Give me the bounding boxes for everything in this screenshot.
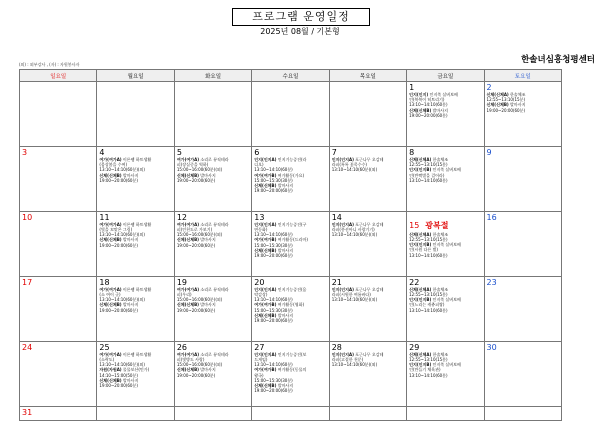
program-category: 신체(신체A) [409, 286, 432, 292]
day-number: 28 [331, 342, 342, 352]
calendar-day-cell [97, 146, 174, 211]
program-title: 발마사지 [121, 237, 139, 243]
program-category: 여가(여가A) [176, 221, 200, 227]
calendar-day-cell [329, 211, 406, 276]
program-category: 신체(신체B) [176, 237, 200, 243]
program-category: 신체(신체B) [254, 382, 277, 388]
program-detail: 13:10~14:10(60분)(외) [99, 362, 145, 368]
calendar-day-cell [174, 146, 251, 211]
program-title: 인지쑥 실버보배 [431, 297, 461, 303]
program-title: 소리로 뮤직테라 [199, 221, 229, 227]
program-detail: 라피(풍선아니 사랑기기) [331, 227, 375, 233]
program-category: 여가(여가A) [99, 351, 122, 357]
program-category: 여가(여가A) [176, 286, 200, 292]
day-number: 6 [254, 147, 260, 157]
program-category: 신체(신체A) [486, 92, 509, 97]
program-category: 신체(신체B) [99, 302, 122, 308]
legend-note: (외) : 외부강사 , (자) : 자원봉사자 [19, 62, 80, 67]
calendar-day-cell [407, 211, 484, 276]
program-detail: 15:00~15:30(30분) [254, 307, 293, 313]
calendar-day-cell [97, 276, 174, 341]
program-detail: 15:00~15:30(30분) [254, 177, 293, 183]
program-title: 한솔체조 [431, 286, 449, 292]
calendar-day-cell [329, 341, 406, 406]
program-detail: 15:00~16:00(60분)(외) [176, 232, 223, 238]
calendar-day-cell [174, 406, 251, 420]
program-detail: 라피(고결한 천문) [331, 356, 364, 362]
program-detail: 13:10~14:10(60분)(외) [99, 232, 145, 238]
calendar-day-cell [174, 82, 251, 147]
program-detail: 피(우리) [176, 292, 192, 298]
program-title: 발마사지 [199, 237, 216, 243]
weekday-header: 화요일 [174, 70, 251, 82]
day-number: 12 [176, 212, 188, 222]
program-title: 인지쑥 실버보배 [428, 92, 458, 97]
calendar-week-row [20, 146, 562, 211]
program-detail: 13:10~14:10(60분) [254, 362, 293, 368]
program-category: 인지(인지B) [409, 297, 432, 303]
program-detail: 13:10~14:10(60분)(외) [331, 297, 378, 303]
program-detail: 13:10~14:10(60분) [409, 252, 448, 258]
calendar-day-cell [174, 341, 251, 406]
day-number: 21 [331, 277, 342, 287]
day-number: 15 [409, 220, 420, 230]
calendar-day-cell [252, 82, 329, 147]
day-number: 20 [254, 277, 265, 287]
day-number: 17 [22, 277, 33, 287]
program-category: 신체(신체B) [99, 377, 122, 383]
program-detail: 14:10~15:00(50분) [99, 372, 138, 378]
program-title: 물물보산(민가) [121, 367, 150, 373]
calendar-day-cell [20, 341, 97, 406]
program-detail: 15:00~16:00(60분)(외) [176, 297, 223, 303]
program-title: 포근나무 오감테 [353, 221, 384, 227]
program-detail: 19:00~20:00(60분) [176, 177, 216, 183]
calendar-day-cell [407, 146, 484, 211]
program-title: 여가활동(동물의 [276, 367, 307, 373]
program-category: 여가(여가B) [254, 237, 277, 243]
program-detail: 13:10~14:10(60분)(외) [99, 297, 145, 303]
program-detail: 인(느리는 캐츄피쌍) [409, 302, 445, 308]
program-title: 이론쌤 하트생활 [121, 221, 152, 227]
program-detail: 15:00~16:00(60분)(외) [176, 167, 223, 173]
program-title: 여가활동(드라마) [276, 237, 308, 243]
program-detail: 13:10~14:10(60분) [409, 102, 448, 108]
day-number: 18 [99, 277, 110, 287]
program-detail: 19:00~20:00(60분) [254, 318, 293, 324]
program-detail: 19:00~20:00(60분) [99, 382, 138, 388]
calendar-day-cell [174, 211, 251, 276]
program-detail: 악감상) [254, 292, 268, 298]
program-category: 신체(신체B) [176, 302, 200, 308]
day-number: 26 [176, 342, 188, 352]
program-detail: 13:10~14:10(60분) [409, 372, 448, 378]
program-detail: 드게임) [254, 356, 268, 362]
program-category: 신체(신체B) [99, 237, 122, 243]
program-category: 인지(인지B) [409, 167, 432, 173]
calendar-day-cell [97, 211, 174, 276]
program-title: 소리로 뮤직테라 [199, 156, 229, 162]
program-title: 인지쑥 실버보배 [431, 362, 461, 368]
program-category: 여가(여가A) [99, 286, 122, 292]
program-title: 포근나무 오감테 [353, 286, 384, 292]
weekday-header: 금요일 [407, 70, 484, 82]
day-number: 27 [254, 342, 265, 352]
weekday-header: 월요일 [97, 70, 174, 82]
calendar-day-cell [484, 211, 561, 276]
weekday-header: 목요일 [329, 70, 406, 82]
program-detail: 19:00~20:00(60분) [486, 107, 526, 113]
program-title: 발마사지 [199, 302, 216, 308]
program-title: 인지기능증진(보 [276, 351, 307, 357]
calendar-day-cell [252, 146, 329, 211]
day-number: 24 [22, 342, 33, 352]
program-detail: 19:00~20:00(60분) [176, 372, 216, 378]
program-title: 발마사지 [121, 377, 139, 383]
day-number: 1 [409, 83, 415, 92]
program-title: 여가활동(영화) [276, 302, 305, 308]
calendar-day-cell [329, 82, 406, 147]
weekday-header: 토요일 [484, 70, 561, 82]
calendar-day-cell [407, 341, 484, 406]
program-category: 여가(여가A) [176, 156, 200, 162]
day-number: 5 [176, 147, 182, 157]
holiday-label: 광복절 [425, 220, 449, 230]
program-category: 여가(여가B) [254, 367, 277, 373]
program-detail: 15:00~16:00(60분)(외) [176, 362, 223, 368]
program-title: 이론쌤 하트생활 [121, 156, 152, 162]
program-detail: (소 여이 굿) [99, 292, 121, 298]
page-subtitle: 2025년 08월 / 기본형 [260, 27, 340, 36]
program-detail: 19:00~20:00(60분) [99, 307, 138, 313]
program-detail: 13:10~14:10(60분) [254, 167, 293, 173]
program-detail: 15:00~15:30(30분) [254, 377, 293, 383]
calendar-week-row [20, 341, 562, 406]
program-title: 인지쑥 실버보배 [431, 167, 461, 173]
calendar-day-cell [20, 211, 97, 276]
program-title: 인지기능증진(라 [276, 156, 307, 162]
program-category: 여가(여가B) [254, 172, 277, 178]
day-number: 4 [99, 147, 105, 157]
program-detail: 13:10~14:10(60분)(외) [331, 362, 378, 368]
program-title: 발마사지 [121, 302, 139, 308]
program-title: 발마사지 [199, 367, 216, 373]
calendar-day-cell [484, 146, 561, 211]
program-detail: 12:55~13:10(15분) [486, 97, 526, 103]
program-detail: 인(반짝별을 걸어라) [409, 172, 445, 178]
calendar-day-cell [407, 276, 484, 341]
day-number: 13 [254, 212, 265, 222]
calendar-day-cell [329, 276, 406, 341]
program-title: 한솔체조 [508, 92, 526, 97]
weekday-header-row [20, 70, 562, 82]
program-detail: 12:55~13:10(15분) [409, 237, 448, 243]
program-title: 인지기능증진(구 [276, 221, 307, 227]
day-number: 8 [409, 147, 415, 157]
day-number: 31 [22, 407, 33, 417]
program-detail: 13:10~14:10(60분) [409, 177, 448, 183]
program-detail: 인(북북이 히트리기) [409, 97, 445, 103]
calendar-week-row [20, 276, 562, 341]
program-detail: 19:00~20:00(60분) [409, 112, 448, 118]
program-detail: (빛을 꼬맞은 그림) [99, 227, 133, 233]
program-category: 신체(신체A) [409, 351, 432, 357]
calendar-day-cell [97, 406, 174, 420]
program-category: 인지(인지A) [254, 156, 277, 162]
day-number: 10 [22, 212, 33, 222]
program-category: 여가(여가A) [176, 351, 200, 357]
program-category: 인지(인지) [409, 92, 429, 97]
calendar-table [19, 69, 562, 421]
program-detail: (소락도) [99, 356, 115, 362]
program-detail: 인(만들기 체육관) [409, 367, 441, 373]
weekday-header: 일요일 [20, 70, 97, 82]
program-title: 포근나무 오감테 [353, 351, 384, 357]
program-detail: 12:55~13:10(15분) [409, 292, 448, 298]
program-detail: 인(시원 다른 별) [409, 247, 438, 253]
program-detail: 13:10~14:10(60분)(외) [331, 232, 378, 238]
program-detail: 15:00~15:30(30분) [254, 242, 293, 248]
program-category: 신체(신체B) [254, 247, 277, 253]
program-detail: 디오) [254, 162, 264, 168]
calendar-day-cell [484, 82, 561, 147]
program-category: 인지(인지A) [254, 351, 277, 357]
program-title: 발마사지 [431, 107, 449, 113]
weekday-header: 수요일 [252, 70, 329, 82]
program-category: 신체(신체B) [486, 102, 509, 108]
program-category: 신체(신체A) [409, 231, 432, 237]
program-category: 인지(인지A) [254, 286, 277, 292]
program-detail: 13:10~14:10(60분) [254, 232, 293, 238]
program-category: 자원(자원A) [99, 367, 122, 373]
program-detail: 19:00~20:00(60분) [99, 177, 138, 183]
program-detail: (몸상봄을 수여) [99, 162, 127, 168]
program-detail: 19:00~20:00(60분) [254, 188, 293, 194]
program-category: 신체(신체B) [254, 312, 277, 318]
program-detail: 19:00~20:00(60분) [176, 242, 216, 248]
program-category: 신체(신체B) [176, 367, 200, 373]
program-category: 신체(신체B) [99, 172, 122, 178]
day-number: 23 [486, 277, 497, 287]
calendar-week-row [20, 406, 562, 420]
program-detail: 12:55~13:10(15분) [409, 162, 448, 168]
program-category: 신체(신체A) [409, 156, 432, 162]
program-category: 인지(인지A) [331, 351, 354, 357]
day-number: 29 [409, 342, 420, 352]
program-category: 여가(여가A) [99, 156, 122, 162]
calendar-day-cell [484, 276, 561, 341]
program-title: 인지기능증진(음 [276, 286, 307, 292]
program-category: 여가(여가A) [99, 221, 122, 227]
program-detail: 13:10~14:10(60분) [409, 307, 448, 313]
program-detail: 19:00~20:00(60분) [99, 242, 138, 248]
calendar-day-cell [20, 276, 97, 341]
day-number: 11 [99, 212, 110, 222]
program-title: 한솔체조 [431, 351, 449, 357]
program-title: 이론쌤 하트생활 [121, 286, 152, 292]
calendar-day-cell [484, 341, 561, 406]
day-number: 9 [486, 147, 492, 157]
program-title: 발마사지 [199, 172, 216, 178]
calendar-day-cell [329, 406, 406, 420]
program-title: 소리로 뮤직테라 [199, 286, 229, 292]
program-title: 소리로 뮤직테라 [199, 351, 229, 357]
program-title: 한솔체조 [431, 231, 449, 237]
program-detail: 피(장실중을 역하) [176, 162, 209, 168]
program-title: 발마사지 [121, 172, 139, 178]
program-category: 신체(신체B) [409, 107, 432, 113]
calendar-day-cell [97, 341, 174, 406]
calendar-day-cell [252, 211, 329, 276]
page-title: 프로그램 운영일정 [232, 8, 370, 26]
program-detail: 19:00~20:00(60분) [254, 388, 293, 394]
program-category: 인지(인지A) [254, 221, 277, 227]
program-detail: 라피(시원한 여름바다) [331, 292, 371, 298]
calendar-day-cell [20, 82, 97, 147]
calendar-day-cell [252, 406, 329, 420]
program-title: 발마사지 [276, 247, 294, 253]
program-title: 포근나무 오감테 [353, 156, 384, 162]
program-title: 인지쑥 실버보배 [431, 242, 461, 248]
calendar-week-row [20, 82, 562, 147]
day-number: 30 [486, 342, 497, 352]
day-number: 19 [176, 277, 188, 287]
program-category: 신체(신체B) [176, 172, 200, 178]
program-detail: 왕국) [254, 372, 264, 378]
program-category: 인지(인지A) [331, 221, 354, 227]
program-detail: 라피(톡톡 꽃목수수) [331, 162, 367, 168]
day-number: 14 [331, 212, 342, 222]
day-number: 16 [486, 212, 497, 222]
program-title: 한솔체조 [431, 156, 449, 162]
program-category: 인지(인지A) [331, 286, 354, 292]
calendar-day-cell [407, 82, 484, 147]
program-detail: 피(빛방도 사랑) [176, 356, 205, 362]
center-name: 한솔녀심흥청평센터 [521, 55, 595, 65]
calendar-day-cell [329, 146, 406, 211]
program-detail: 연동화) [254, 227, 268, 233]
calendar-day-cell [97, 82, 174, 147]
calendar-day-cell [407, 406, 484, 420]
day-number: 3 [22, 147, 28, 157]
program-detail: 13:10~14:10(60분)(외) [331, 167, 378, 173]
program-detail: 13:10~14:10(60분)(외) [99, 167, 145, 173]
program-detail: 12:55~13:10(15분) [409, 356, 448, 362]
program-detail: 19:00~20:00(60분) [254, 253, 293, 259]
program-category: 여가(여가B) [254, 302, 277, 308]
program-title: 발마사지 [508, 102, 526, 108]
program-detail: 피(인천도로 가보기) [176, 227, 213, 233]
program-detail: 19:00~20:00(60분) [176, 307, 216, 313]
day-number: 7 [331, 147, 337, 157]
program-category: 신체(신체B) [254, 182, 277, 188]
day-number: 25 [99, 342, 110, 352]
program-title: 이론쌤 하트생활 [121, 351, 152, 357]
program-detail: 13:10~14:10(60분) [254, 297, 293, 303]
program-title: 여가활동(가요) [276, 172, 305, 178]
program-category: 인지(인지B) [409, 362, 432, 368]
program-title: 발마사지 [276, 382, 294, 388]
calendar-week-row [20, 211, 562, 276]
day-number: 22 [409, 277, 420, 287]
calendar-day-cell [20, 406, 97, 420]
calendar-day-cell [174, 276, 251, 341]
calendar-day-cell [252, 341, 329, 406]
calendar-day-cell [252, 276, 329, 341]
program-category: 인지(인지A) [331, 156, 354, 162]
calendar-day-cell [484, 406, 561, 420]
program-category: 인지(인지B) [409, 242, 432, 248]
program-title: 발마사지 [276, 182, 294, 188]
calendar-day-cell [20, 146, 97, 211]
day-number: 2 [486, 83, 492, 92]
program-title: 발마사지 [276, 312, 294, 318]
